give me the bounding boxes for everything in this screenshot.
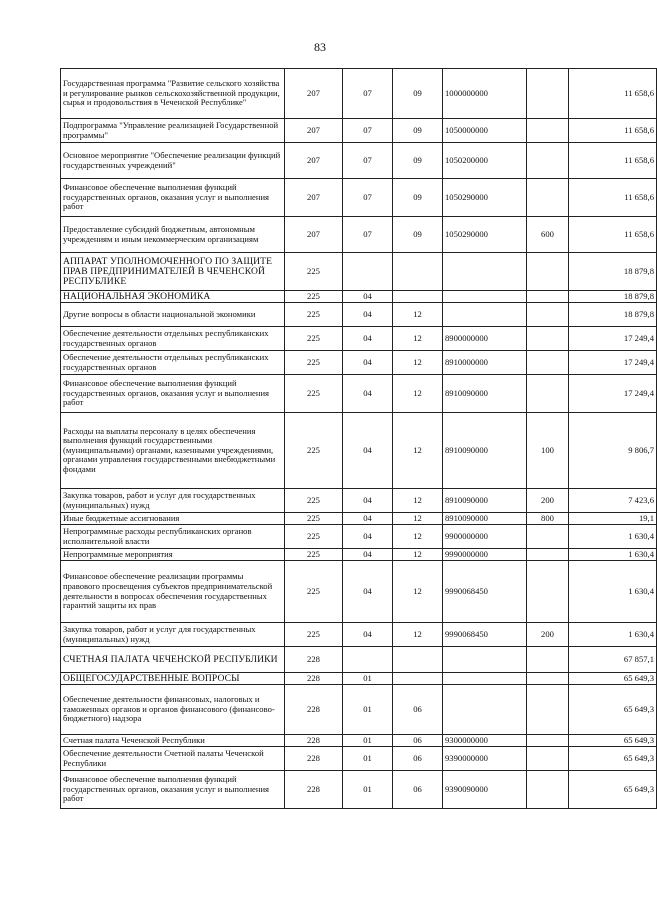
row-rz-code: 04	[343, 623, 393, 647]
row-gr-code: 225	[285, 513, 343, 525]
row-vr-code	[527, 685, 569, 735]
row-rz-code: 04	[343, 513, 393, 525]
row-csr-code: 1050200000	[443, 143, 527, 179]
row-vr-code	[527, 673, 569, 685]
table-row	[61, 735, 657, 747]
row-sum: 65 649,3	[569, 673, 657, 685]
row-name: Закупка товаров, работ и услуг для государственных (муниципальных) нужд	[61, 623, 285, 647]
page-number: 83	[314, 40, 326, 54]
budget-table	[60, 68, 657, 809]
row-pr-code	[393, 291, 443, 303]
table-row	[61, 143, 657, 179]
row-gr-code: 225	[285, 303, 343, 327]
row-vr-code	[527, 525, 569, 549]
row-rz-code: 04	[343, 375, 393, 413]
row-sum: 18 879,8	[569, 291, 657, 303]
table-section-row	[61, 253, 657, 291]
row-csr-code: 8910090000	[443, 413, 527, 489]
row-vr-code	[527, 291, 569, 303]
row-pr-code: 12	[393, 561, 443, 623]
row-csr-code: 9990068450	[443, 561, 527, 623]
row-vr-code	[527, 119, 569, 143]
row-name: СЧЕТНАЯ ПАЛАТА ЧЕЧЕНСКОЙ РЕСПУБЛИКИ	[61, 647, 285, 673]
row-vr-code	[527, 647, 569, 673]
table-row	[61, 513, 657, 525]
row-vr-code: 200	[527, 623, 569, 647]
row-csr-code	[443, 253, 527, 291]
row-rz-code: 07	[343, 217, 393, 253]
row-rz-code: 04	[343, 525, 393, 549]
row-vr-code: 800	[527, 513, 569, 525]
row-name: ОБЩЕГОСУДАРСТВЕННЫЕ ВОПРОСЫ	[61, 673, 285, 685]
row-name: Государственная программа "Развитие сельского хозяйства и регулирование рынков сельскохозяйственной продукции, сырья и продовольствия в Чеченской Республике"	[61, 69, 285, 119]
row-csr-code: 9390000000	[443, 747, 527, 771]
table-row	[61, 327, 657, 351]
row-csr-code: 9990068450	[443, 623, 527, 647]
row-pr-code: 09	[393, 217, 443, 253]
row-csr-code	[443, 673, 527, 685]
row-rz-code: 01	[343, 747, 393, 771]
row-gr-code: 207	[285, 143, 343, 179]
row-name: Обеспечение деятельности Счетной палаты Чеченской Республики	[61, 747, 285, 771]
row-csr-code: 9390090000	[443, 771, 527, 809]
row-csr-code	[443, 647, 527, 673]
row-gr-code: 228	[285, 673, 343, 685]
table-row	[61, 179, 657, 217]
row-sum: 1 630,4	[569, 623, 657, 647]
row-sum: 11 658,6	[569, 217, 657, 253]
table-section-row	[61, 673, 657, 685]
row-name: Финансовое обеспечение выполнения функций государственных органов, оказания услуг и выполнения работ	[61, 375, 285, 413]
row-sum: 18 879,8	[569, 253, 657, 291]
row-name: Финансовое обеспечение выполнения функций государственных органов, оказания услуг и выполнения работ	[61, 179, 285, 217]
row-pr-code: 06	[393, 735, 443, 747]
row-gr-code: 225	[285, 291, 343, 303]
row-csr-code: 9900000000	[443, 525, 527, 549]
row-sum: 17 249,4	[569, 351, 657, 375]
row-rz-code: 04	[343, 327, 393, 351]
row-gr-code: 225	[285, 561, 343, 623]
row-csr-code: 1000000000	[443, 69, 527, 119]
row-gr-code: 228	[285, 735, 343, 747]
row-sum: 1 630,4	[569, 561, 657, 623]
row-gr-code: 225	[285, 413, 343, 489]
table-row	[61, 119, 657, 143]
row-name: Обеспечение деятельности финансовых, налоговых и таможенных органов и органов финансового (финансово-бюджетного) надзора	[61, 685, 285, 735]
row-vr-code	[527, 69, 569, 119]
table-row	[61, 525, 657, 549]
row-sum: 11 658,6	[569, 69, 657, 119]
row-gr-code: 225	[285, 623, 343, 647]
row-name: Закупка товаров, работ и услуг для государственных (муниципальных) нужд	[61, 489, 285, 513]
row-sum: 9 806,7	[569, 413, 657, 489]
row-csr-code: 8900000000	[443, 327, 527, 351]
row-rz-code	[343, 253, 393, 291]
table-section-row	[61, 647, 657, 673]
row-pr-code: 12	[393, 413, 443, 489]
row-gr-code: 228	[285, 647, 343, 673]
row-name: Обеспечение деятельности отдельных республиканских государственных органов	[61, 351, 285, 375]
row-vr-code	[527, 735, 569, 747]
row-rz-code: 04	[343, 549, 393, 561]
row-pr-code: 06	[393, 685, 443, 735]
row-rz-code: 04	[343, 489, 393, 513]
row-sum: 7 423,6	[569, 489, 657, 513]
row-name: АППАРАТ УПОЛНОМОЧЕННОГО ПО ЗАЩИТЕ ПРАВ ПРЕДПРИНИМАТЕЛЕЙ В ЧЕЧЕНСКОЙ РЕСПУБЛИКЕ	[61, 253, 285, 291]
row-name: Иные бюджетные ассигнования	[61, 513, 285, 525]
row-gr-code: 225	[285, 375, 343, 413]
row-gr-code: 225	[285, 489, 343, 513]
row-pr-code: 12	[393, 327, 443, 351]
row-vr-code	[527, 375, 569, 413]
row-sum: 65 649,3	[569, 747, 657, 771]
row-sum: 65 649,3	[569, 735, 657, 747]
row-pr-code: 09	[393, 119, 443, 143]
table-row	[61, 217, 657, 253]
row-rz-code: 04	[343, 291, 393, 303]
row-pr-code: 12	[393, 375, 443, 413]
row-csr-code	[443, 291, 527, 303]
row-sum: 1 630,4	[569, 525, 657, 549]
row-csr-code: 9300000000	[443, 735, 527, 747]
row-pr-code: 12	[393, 351, 443, 375]
budget-table-body	[61, 69, 657, 809]
table-row	[61, 413, 657, 489]
row-gr-code: 207	[285, 119, 343, 143]
row-vr-code	[527, 771, 569, 809]
row-gr-code: 228	[285, 685, 343, 735]
table-row	[61, 489, 657, 513]
row-vr-code	[527, 303, 569, 327]
row-rz-code: 07	[343, 143, 393, 179]
row-csr-code: 8910090000	[443, 513, 527, 525]
table-row	[61, 623, 657, 647]
table-section-row	[61, 291, 657, 303]
row-sum: 18 879,8	[569, 303, 657, 327]
row-rz-code: 04	[343, 303, 393, 327]
row-gr-code: 225	[285, 327, 343, 351]
row-pr-code	[393, 253, 443, 291]
row-rz-code: 01	[343, 685, 393, 735]
row-pr-code	[393, 673, 443, 685]
row-gr-code: 225	[285, 549, 343, 561]
row-rz-code: 04	[343, 561, 393, 623]
row-csr-code: 8910090000	[443, 489, 527, 513]
row-vr-code	[527, 253, 569, 291]
row-pr-code: 06	[393, 747, 443, 771]
row-sum: 17 249,4	[569, 327, 657, 351]
row-gr-code: 228	[285, 747, 343, 771]
row-gr-code: 225	[285, 351, 343, 375]
row-rz-code: 07	[343, 179, 393, 217]
table-row	[61, 375, 657, 413]
row-pr-code: 12	[393, 549, 443, 561]
row-gr-code: 228	[285, 771, 343, 809]
row-vr-code	[527, 561, 569, 623]
row-pr-code: 09	[393, 179, 443, 217]
row-vr-code: 100	[527, 413, 569, 489]
table-row	[61, 303, 657, 327]
row-csr-code: 1050290000	[443, 217, 527, 253]
row-name: НАЦИОНАЛЬНАЯ ЭКОНОМИКА	[61, 291, 285, 303]
row-vr-code	[527, 143, 569, 179]
row-vr-code: 600	[527, 217, 569, 253]
table-row	[61, 747, 657, 771]
row-sum: 67 857,1	[569, 647, 657, 673]
table-row	[61, 685, 657, 735]
row-sum: 65 649,3	[569, 685, 657, 735]
row-csr-code: 8910090000	[443, 375, 527, 413]
row-rz-code: 01	[343, 735, 393, 747]
row-rz-code: 04	[343, 413, 393, 489]
row-rz-code: 04	[343, 351, 393, 375]
row-sum: 1 630,4	[569, 549, 657, 561]
row-gr-code: 225	[285, 253, 343, 291]
table-row	[61, 69, 657, 119]
row-vr-code	[527, 549, 569, 561]
row-vr-code	[527, 351, 569, 375]
row-name: Счетная палата Чеченской Республики	[61, 735, 285, 747]
row-gr-code: 207	[285, 217, 343, 253]
row-pr-code: 06	[393, 771, 443, 809]
row-rz-code: 01	[343, 673, 393, 685]
row-name: Основное мероприятие "Обеспечение реализации функций государственных учреждений"	[61, 143, 285, 179]
row-csr-code: 1050290000	[443, 179, 527, 217]
row-vr-code: 200	[527, 489, 569, 513]
row-csr-code: 1050000000	[443, 119, 527, 143]
row-pr-code	[393, 647, 443, 673]
row-pr-code: 12	[393, 513, 443, 525]
row-sum: 11 658,6	[569, 179, 657, 217]
row-pr-code: 12	[393, 525, 443, 549]
row-rz-code: 01	[343, 771, 393, 809]
row-name: Финансовое обеспечение реализации программы правового просвещения субъектов предпринимательской деятельности в вопросах обеспечения государственных гарантий защиты их прав	[61, 561, 285, 623]
table-row	[61, 351, 657, 375]
row-pr-code: 12	[393, 489, 443, 513]
row-vr-code	[527, 747, 569, 771]
row-csr-code: 9990000000	[443, 549, 527, 561]
row-csr-code	[443, 303, 527, 327]
row-sum: 17 249,4	[569, 375, 657, 413]
row-csr-code: 8910000000	[443, 351, 527, 375]
row-sum: 65 649,3	[569, 771, 657, 809]
row-name: Обеспечение деятельности отдельных республиканских государственных органов	[61, 327, 285, 351]
row-vr-code	[527, 179, 569, 217]
row-vr-code	[527, 327, 569, 351]
table-row	[61, 561, 657, 623]
row-pr-code: 09	[393, 69, 443, 119]
row-name: Непрограммные расходы республиканских органов исполнительной власти	[61, 525, 285, 549]
row-name: Непрограммные мероприятия	[61, 549, 285, 561]
row-gr-code: 207	[285, 69, 343, 119]
row-name: Финансовое обеспечение выполнения функций государственных органов, оказания услуг и выполнения работ	[61, 771, 285, 809]
row-rz-code: 07	[343, 69, 393, 119]
row-name: Расходы на выплаты персоналу в целях обеспечения выполнения функций государственными (муниципальными) органами, казенными учреждениями, органами управления государственными внебюджетными фондами	[61, 413, 285, 489]
row-gr-code: 207	[285, 179, 343, 217]
row-sum: 11 658,6	[569, 143, 657, 179]
row-pr-code: 12	[393, 623, 443, 647]
row-pr-code: 09	[393, 143, 443, 179]
row-name: Подпрограмма "Управление реализацией Государственной программы"	[61, 119, 285, 143]
row-name: Другие вопросы в области национальной экономики	[61, 303, 285, 327]
row-rz-code	[343, 647, 393, 673]
row-csr-code	[443, 685, 527, 735]
row-gr-code: 225	[285, 525, 343, 549]
row-pr-code: 12	[393, 303, 443, 327]
table-row	[61, 549, 657, 561]
table-row	[61, 771, 657, 809]
row-rz-code: 07	[343, 119, 393, 143]
row-sum: 11 658,6	[569, 119, 657, 143]
row-name: Предоставление субсидий бюджетным, автономным учреждениям и иным некоммерческим организациям	[61, 217, 285, 253]
row-sum: 19,1	[569, 513, 657, 525]
